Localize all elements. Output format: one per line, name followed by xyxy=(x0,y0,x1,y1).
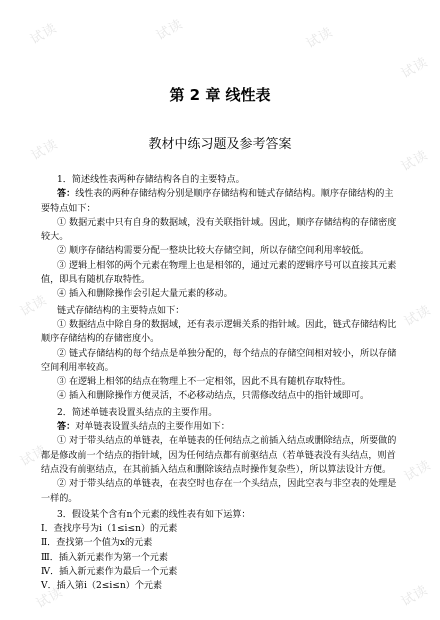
section-subtitle: 教材中练习题及参考答案 xyxy=(148,137,292,152)
answer-1-intro xyxy=(41,187,404,201)
answer-label: 答： xyxy=(57,422,76,433)
watermark: 试读 xyxy=(399,147,431,175)
q2-point-1: ① 对于带头结点的单链表，在单链表的任何结点之前插入结点或删除结点，所要做的 xyxy=(57,436,397,447)
watermark: 试读 xyxy=(304,24,336,52)
q2-point-1-cont: 都是修改前一个结点的指针域，因为任何结点都有前驱结点（若单链表没有头结点，则首 xyxy=(41,450,396,461)
link-point-1-cont: 顺序存储结构的存储密度小。 xyxy=(41,334,160,345)
answer-2-intro xyxy=(41,420,404,434)
link-intro: 链式存储结构的主要特点如下： xyxy=(57,305,185,316)
answer-1-intro-cont: 要特点如下： xyxy=(41,203,96,214)
question-2: 2．简述单链表设置头结点的主要作用。 xyxy=(57,407,218,418)
answer-text: 对单链表设置头结点的主要作用如下： xyxy=(75,422,230,433)
q3-op: Ⅳ．插入新元素作为最后一个元素 xyxy=(41,567,178,578)
watermark: 试读 xyxy=(34,584,66,612)
watermark: 试读 xyxy=(28,20,60,48)
seq-point-3: ③ 逻辑上相邻的两个元素在物理上也是相邻的，通过元素的逻辑序号可以直接其元素 xyxy=(57,260,397,271)
link-point-3: ③ 在逻辑上相邻的结点在物理上不一定相邻，因此不具有随机存取特性。 xyxy=(57,377,351,388)
link-point-4: ④ 插入和删除操作方便灵活，不必移动结点，只需修改结点中的指针域即可。 xyxy=(57,391,370,402)
q3-op: Ⅴ．插入第i（2≤i≤n）个元素 xyxy=(41,581,163,592)
watermark: 试读 xyxy=(18,442,50,470)
link-point-2: ② 链式存储结构的每个结点是单独分配的，每个结点的存储空间相对较小，所以存储 xyxy=(57,348,397,359)
watermark: 试读 xyxy=(402,457,434,485)
link-point-1: ① 数据结点中除自身的数据域，还有表示逻辑关系的指针域。因此，链式存储结构比 xyxy=(57,319,397,330)
q3-op: Ⅱ．查找第一个值为x的元素 xyxy=(41,538,153,549)
seq-point-1-cont: 较大。 xyxy=(41,232,69,243)
watermark: 试读 xyxy=(399,582,431,610)
q3-op: Ⅲ．插入新元素作为第一个元素 xyxy=(41,552,168,563)
seq-point-4: ④ 插入和删除操作会引起大量元素的移动。 xyxy=(57,289,233,300)
answer-text: 线性表的两种存储结构分别是顺序存储结构和链式存储结构。顺序存储结构的主 xyxy=(75,189,394,200)
watermark: 试读 xyxy=(402,302,434,330)
seq-point-1: ① 数据元素中只有自身的数据域，没有关联指针域。因此，顺序存储结构的存储密度 xyxy=(57,217,397,228)
watermark: 试读 xyxy=(399,54,431,82)
question-3: 3．假设某个含有n个元素的线性表有如下运算： xyxy=(57,509,251,520)
link-point-2-cont: 空间利用率较高。 xyxy=(41,362,114,373)
answer-label: 答： xyxy=(57,189,76,200)
seq-point-3-cont: 值，即具有随机存取特性。 xyxy=(41,275,151,286)
question-1: 1．简述线性表两种存储结构各自的主要特点。 xyxy=(57,175,245,185)
document-body xyxy=(41,173,404,594)
seq-point-2: ② 顺序存储结构需要分配一整块比较大存储空间，所以存储空间利用率较低。 xyxy=(57,246,370,257)
q2-point-1-cont: 结点没有前驱结点，在其前插入结点和删除该结点时操作复杂些），所以算法设计方便。 xyxy=(41,464,392,475)
chapter-title: 第 2 章 线性表 xyxy=(169,86,271,104)
watermark: 试读 xyxy=(29,136,61,164)
watermark: 试读 xyxy=(154,16,186,44)
watermark: 试读 xyxy=(18,292,50,320)
q2-point-2-cont: 一样的。 xyxy=(41,493,78,504)
q2-point-2: ② 对于带头结点的单链表，在表空时也存在一个头结点，因此空表与非空表的处理是 xyxy=(57,479,397,490)
q3-op: Ⅰ．查找序号为i（1≤i≤n）的元素 xyxy=(41,524,178,535)
